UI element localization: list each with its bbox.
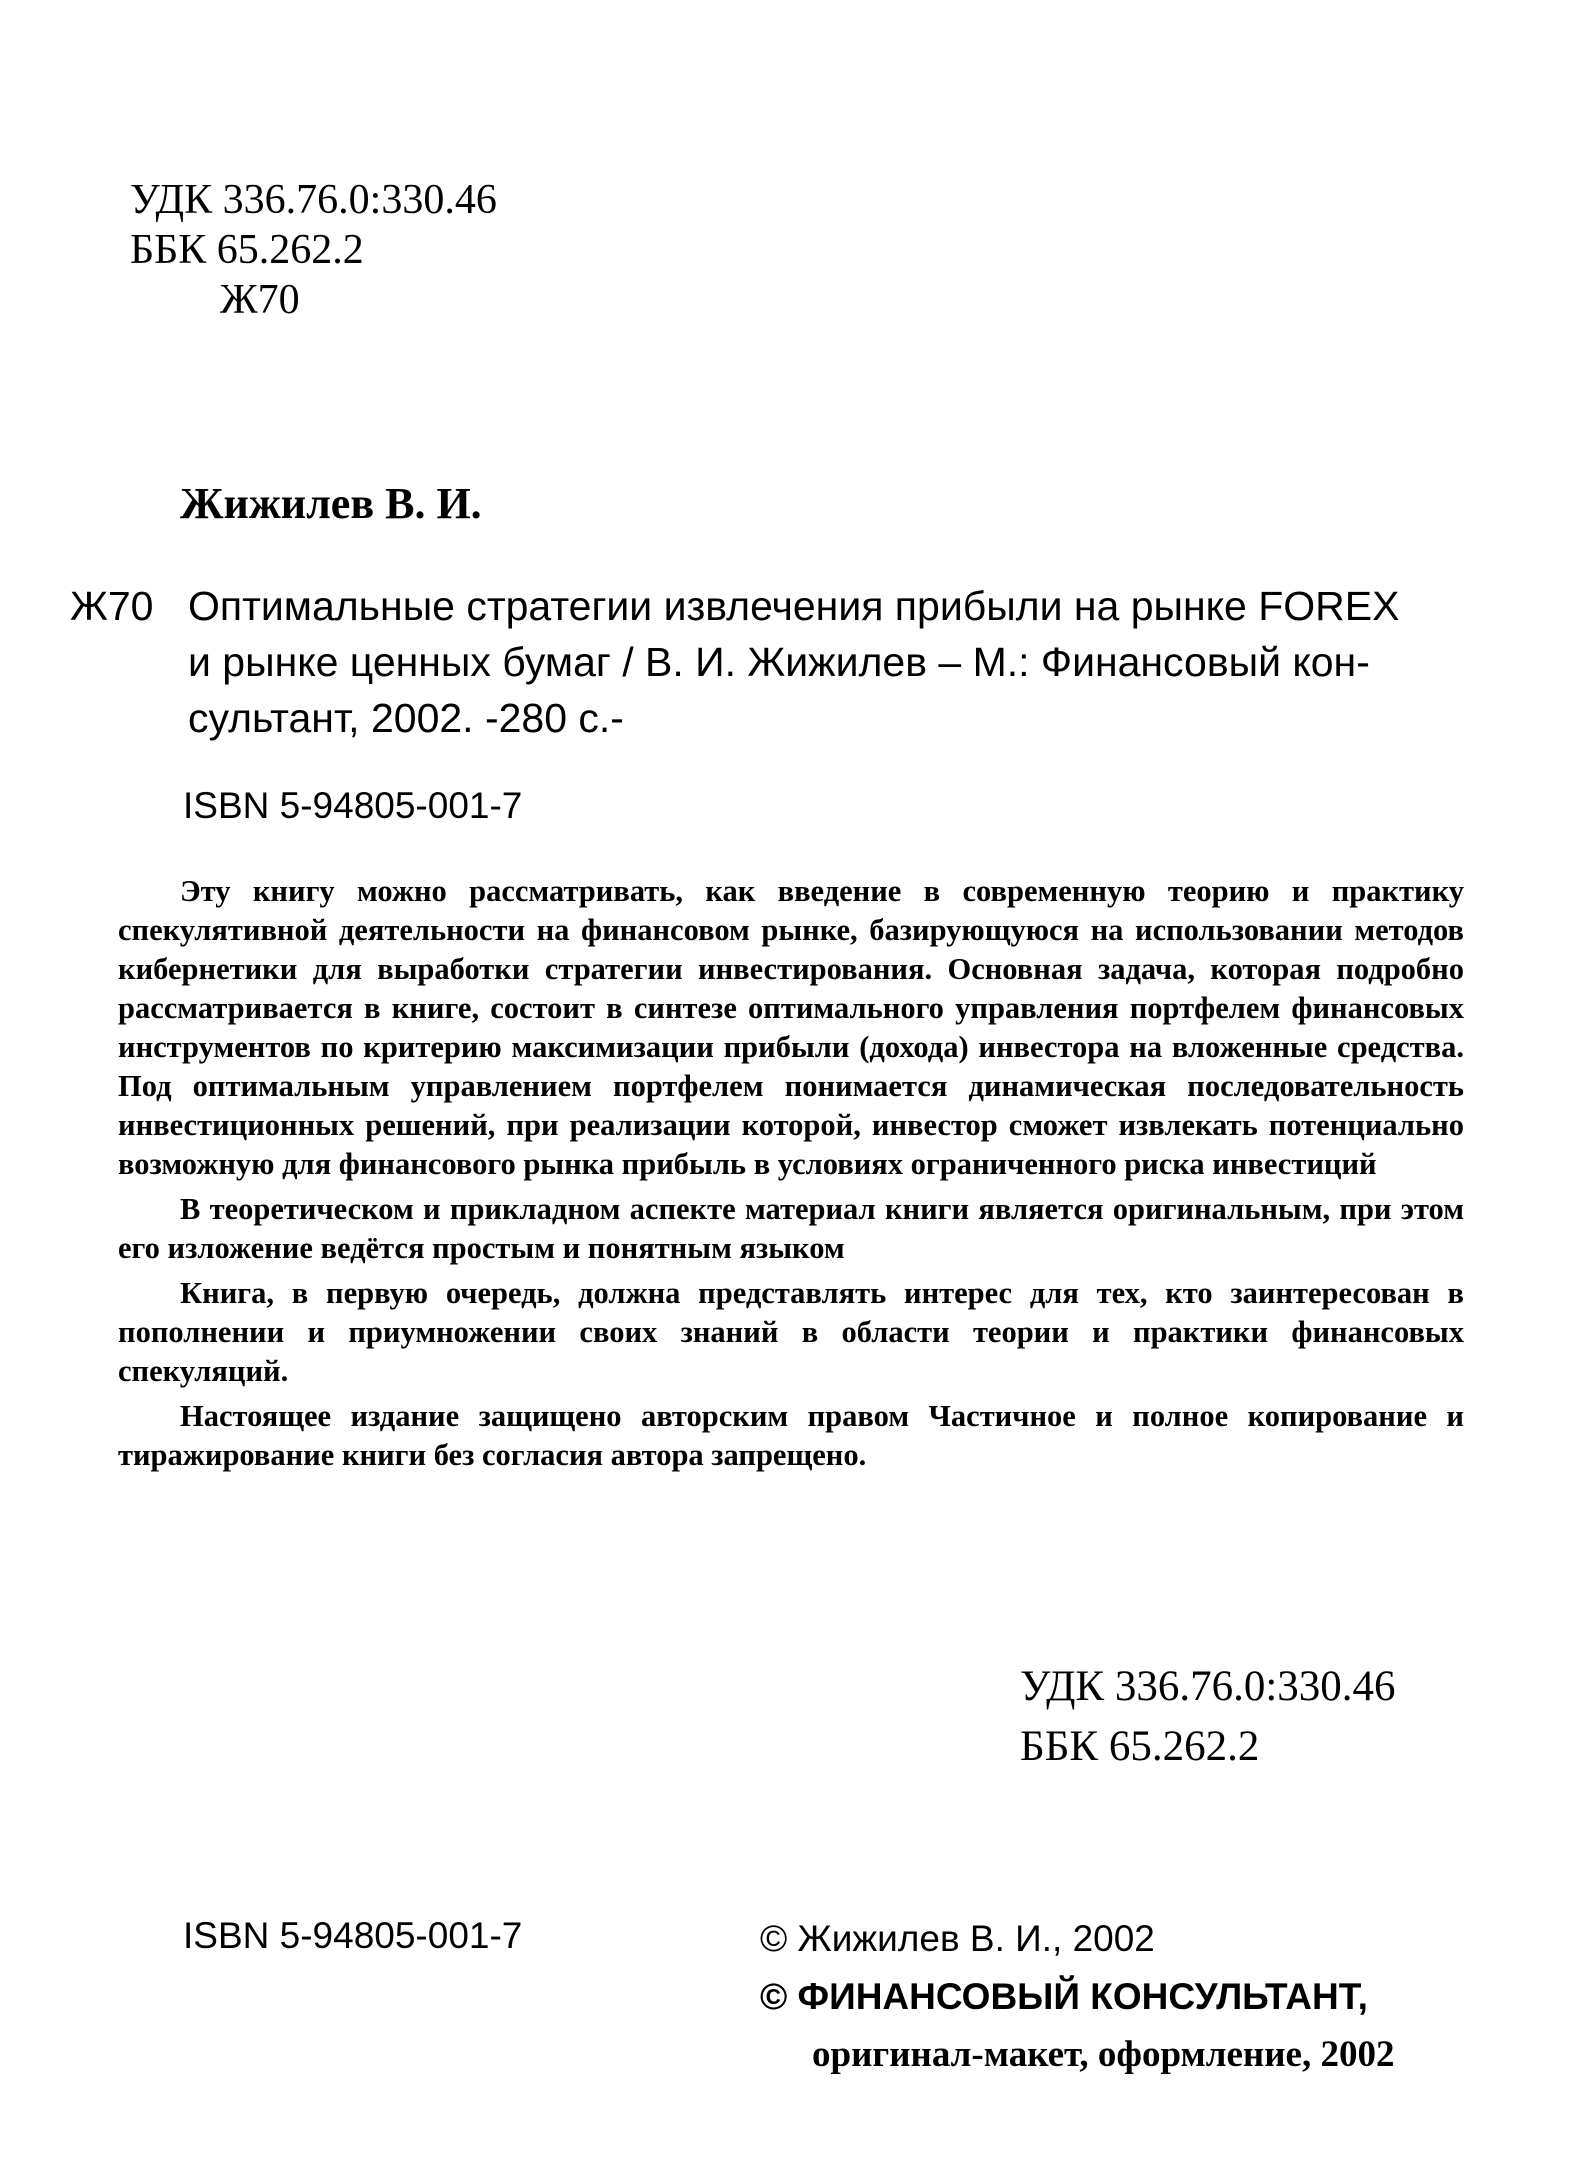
biblio-code: Ж70 (70, 583, 154, 629)
biblio-text-1: Оптимальные стратегии извлечения прибыли на рынке FOREX (188, 583, 1400, 629)
copyright-author: © Жижилев В. И., 2002 (760, 1918, 1155, 1959)
biblio-line-1 (70, 578, 1470, 634)
abstract-paragraph-4: Настоящее издание защищено авторским правом Частичное и полное копирование и тиражирование книги без согласия автора запрещено. (118, 1399, 1464, 1472)
author-mark: Ж70 (220, 277, 300, 323)
isbn-top: ISBN 5-94805-001-7 (183, 785, 523, 826)
classification-top (130, 175, 497, 325)
author-heading: Жижилев В. И. (180, 479, 482, 528)
abstract (118, 872, 1464, 1481)
classification-bottom (1020, 1657, 1396, 1777)
udk-code: УДК 336.76.0:330.46 (130, 177, 497, 223)
biblio-line-3: сультант, 2002. -280 с.- (188, 695, 624, 741)
abstract-paragraph-3: Книга, в первую очередь, должна представлять интерес для тех, кто заинтересован в пополнении и приумножении своих знаний в области теории и практики финансовых спекуляций. (118, 1276, 1464, 1388)
biblio-line-2: и рынке ценных бумаг / В. И. Жижилев – М.: Финансовый кон- (188, 639, 1370, 685)
copyright-publisher-note: оригинал-макет, оформление, 2002 (812, 2034, 1395, 2075)
bibliographic-entry (70, 578, 1470, 746)
bbk-code: ББК 65.262.2 (130, 227, 364, 273)
copyright-block (760, 1910, 1394, 2084)
abstract-paragraph-2: В теоретическом и прикладном аспекте материал книги является оригинальным, при этом его изложение ведётся простым и понятным языком (118, 1192, 1464, 1265)
udk-code-bottom: УДК 336.76.0:330.46 (1020, 1663, 1396, 1710)
copyright-publisher: © ФИНАНСОВЫЙ КОНСУЛЬТАНТ, (760, 1976, 1368, 2017)
isbn-bottom: ISBN 5-94805-001-7 (183, 1915, 523, 1956)
abstract-paragraph-1: Эту книгу можно рассматривать, как введение в современную теорию и практику спекулятивной деятельности на финансовом рынке, базирующуюся на использовании методов кибернетики для выработки стратегии инвестирования. Основная задача, которая подробно рассматривается в книге, состоит в синтезе оптимального управления портфелем финансовых инструментов по критерию максимизации прибыли (дохода) инвестора на вложенные средства. Под оптимальным управлением портфелем понимается динамическая последовательность инвестиционных решений, при реализации которой, инвестор сможет извлекать потенциально возможную для финансового рынка прибыль в условиях ограниченного риска инвестиций (118, 874, 1464, 1181)
bbk-code-bottom: ББК 65.262.2 (1020, 1723, 1260, 1770)
